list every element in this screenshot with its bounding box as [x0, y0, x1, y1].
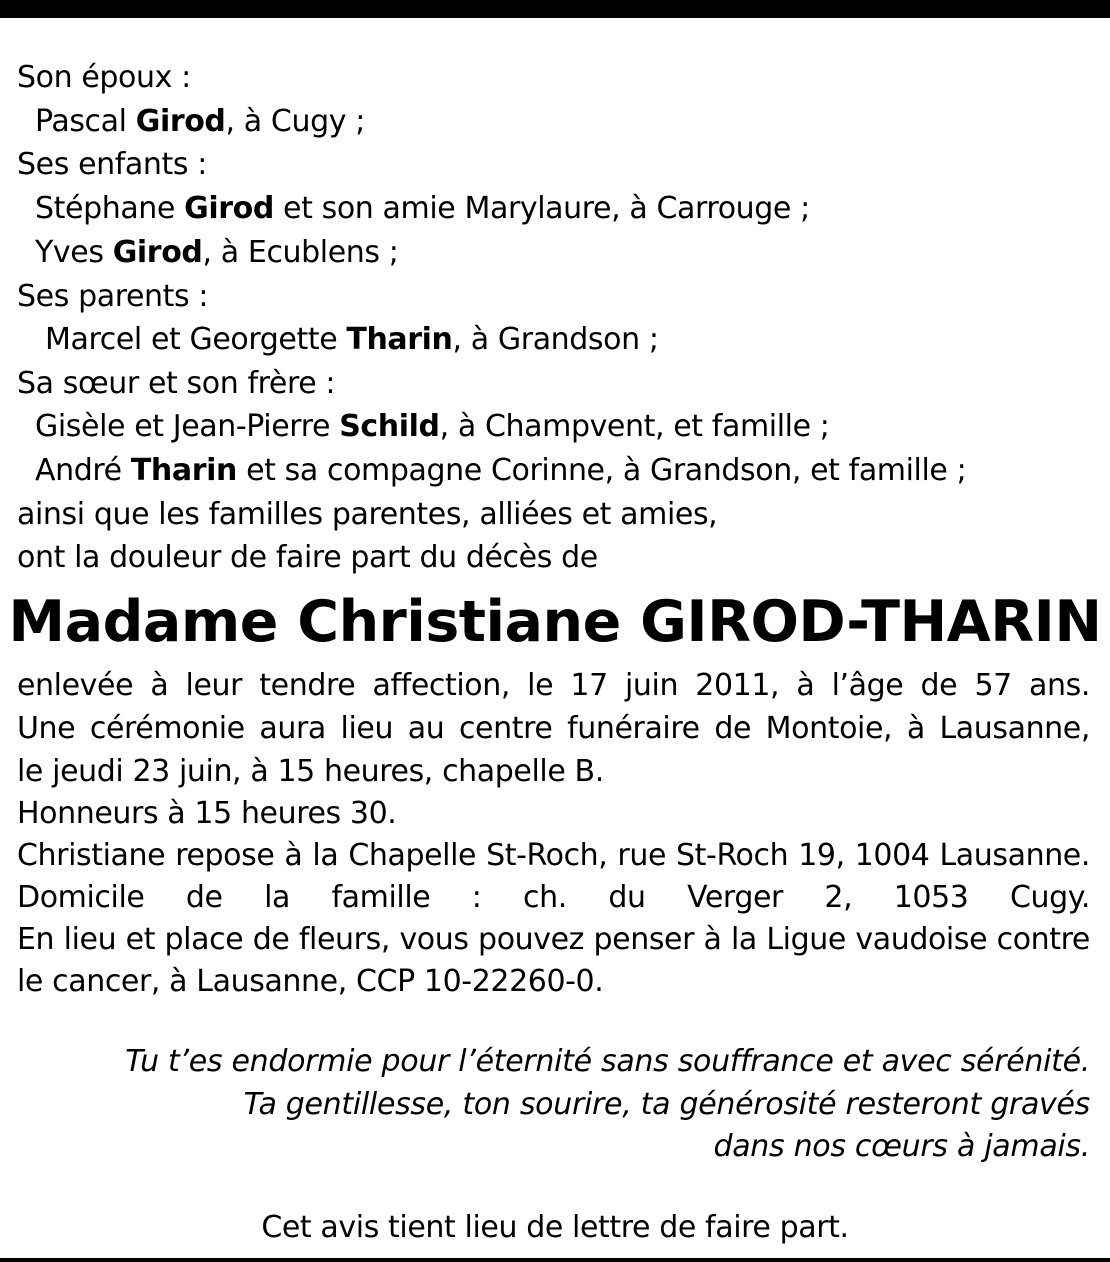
details-line: Honneurs à 15 heures 30. — [17, 796, 397, 831]
poem-line: Ta gentillesse, ton sourire, ta générosité resteront gravés — [243, 1087, 1090, 1122]
details-line: enlevée à leur tendre affection, le 17 juin 2011, à l’âge de 57 ans. — [17, 668, 1090, 703]
details-line: le cancer, à Lausanne, CCP 10-22260-0. — [17, 964, 604, 999]
spouse-line: Pascal Girod, à Cugy ; — [35, 104, 365, 139]
child-line: Stéphane Girod et son amie Marylaure, à Carrouge ; — [35, 191, 810, 226]
surname: Girod — [112, 235, 203, 270]
top-border-rule — [0, 0, 1110, 18]
details-line: Christiane repose à la Chapelle St-Roch, rue St-Roch 19, 1004 Lausanne. — [17, 838, 1090, 873]
children-heading: Ses enfants : — [17, 147, 207, 182]
details-line: En lieu et place de fleurs, vous pouvez penser à la Ligue vaudoise contre — [17, 922, 1090, 957]
poem-line: Tu t’es endormie pour l’éternité sans souffrance et avec sérénité. — [125, 1044, 1090, 1079]
surname: Schild — [339, 409, 440, 444]
poem-line: dans nos cœurs à jamais. — [713, 1129, 1090, 1164]
extended-family-line: ainsi que les familles parentes, alliées et amies, — [17, 497, 718, 532]
details-line: Une cérémonie aura lieu au centre funéraire de Montoie, à Lausanne, — [17, 711, 1090, 746]
surname: Girod — [184, 191, 274, 226]
parents-heading: Ses parents : — [17, 279, 209, 314]
deceased-name: Madame Christiane GIROD-THARIN — [8, 589, 1102, 655]
details-line: le jeudi 23 juin, à 15 heures, chapelle B. — [17, 754, 604, 789]
announcement-line: ont la douleur de faire part du décès de — [17, 540, 598, 575]
child-line: Yves Girod, à Ecublens ; — [35, 235, 399, 270]
spouse-heading: Son époux : — [17, 60, 191, 95]
footer-note: Cet avis tient lieu de lettre de faire part. — [261, 1210, 849, 1245]
sibling-line: Gisèle et Jean-Pierre Schild, à Champvent, et famille ; — [35, 409, 830, 444]
siblings-heading: Sa sœur et son frère : — [17, 366, 336, 401]
bottom-border-rule — [0, 1258, 1110, 1262]
surname: Tharin — [130, 453, 237, 488]
sibling-line: André Tharin et sa compagne Corinne, à Grandson, et famille ; — [35, 453, 967, 488]
parents-line: Marcel et Georgette Tharin, à Grandson ; — [45, 322, 659, 357]
details-line: Domicile de la famille : ch. du Verger 2, 1053 Cugy. — [17, 880, 1090, 915]
surname: Girod — [135, 104, 226, 139]
surname: Tharin — [346, 322, 453, 357]
